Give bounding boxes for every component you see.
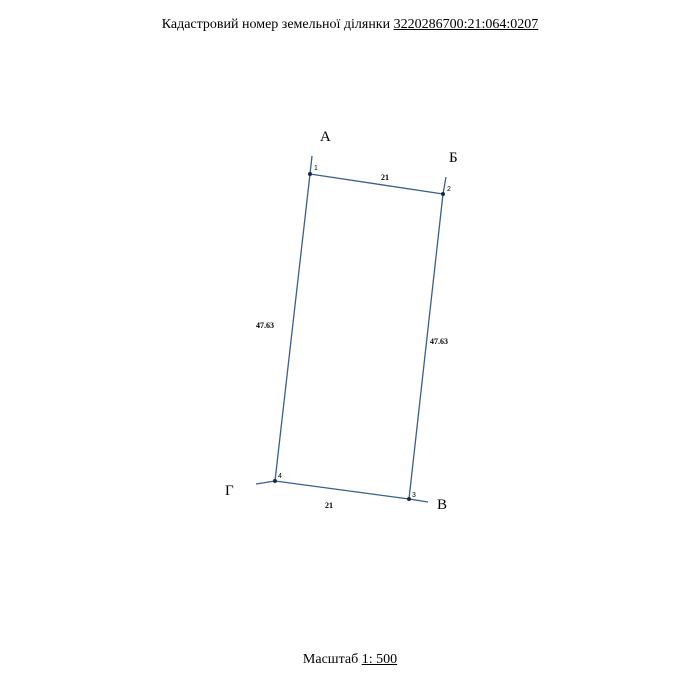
corner-label-g: Г [225, 483, 234, 499]
extension-line-4 [256, 481, 275, 484]
scale-caption [0, 652, 700, 668]
corner-label-b: Б [449, 150, 458, 166]
side-top [310, 174, 443, 194]
point-number-2: 2 [447, 186, 451, 193]
side-bottom [275, 481, 409, 499]
length-right: 47.63 [430, 337, 448, 346]
corner-label-v: В [437, 497, 448, 513]
point-number-3: 3 [412, 492, 416, 499]
vertex-4 [273, 479, 277, 483]
corner-label-a: А [320, 129, 331, 145]
point-number-1: 1 [314, 165, 318, 172]
vertex-1 [308, 172, 312, 176]
scale-value: 1: 500 [361, 652, 398, 667]
cadastral-number: 3220286700:21:064:0207 [393, 17, 539, 32]
side-left [275, 174, 310, 481]
point-number-4: 4 [278, 473, 282, 480]
cadastral-label: Кадастровий номер земельної ділянки [161, 17, 391, 32]
vertex-2 [441, 192, 445, 196]
scale-label: Масштаб [302, 652, 359, 667]
extension-line-3 [409, 499, 428, 502]
vertex-3 [407, 497, 411, 501]
extension-line-1 [310, 156, 312, 174]
length-left: 47.63 [256, 321, 274, 330]
length-top: 21 [381, 173, 389, 182]
extension-line-2 [443, 177, 446, 194]
length-bottom: 21 [325, 501, 333, 510]
side-right [409, 194, 443, 499]
